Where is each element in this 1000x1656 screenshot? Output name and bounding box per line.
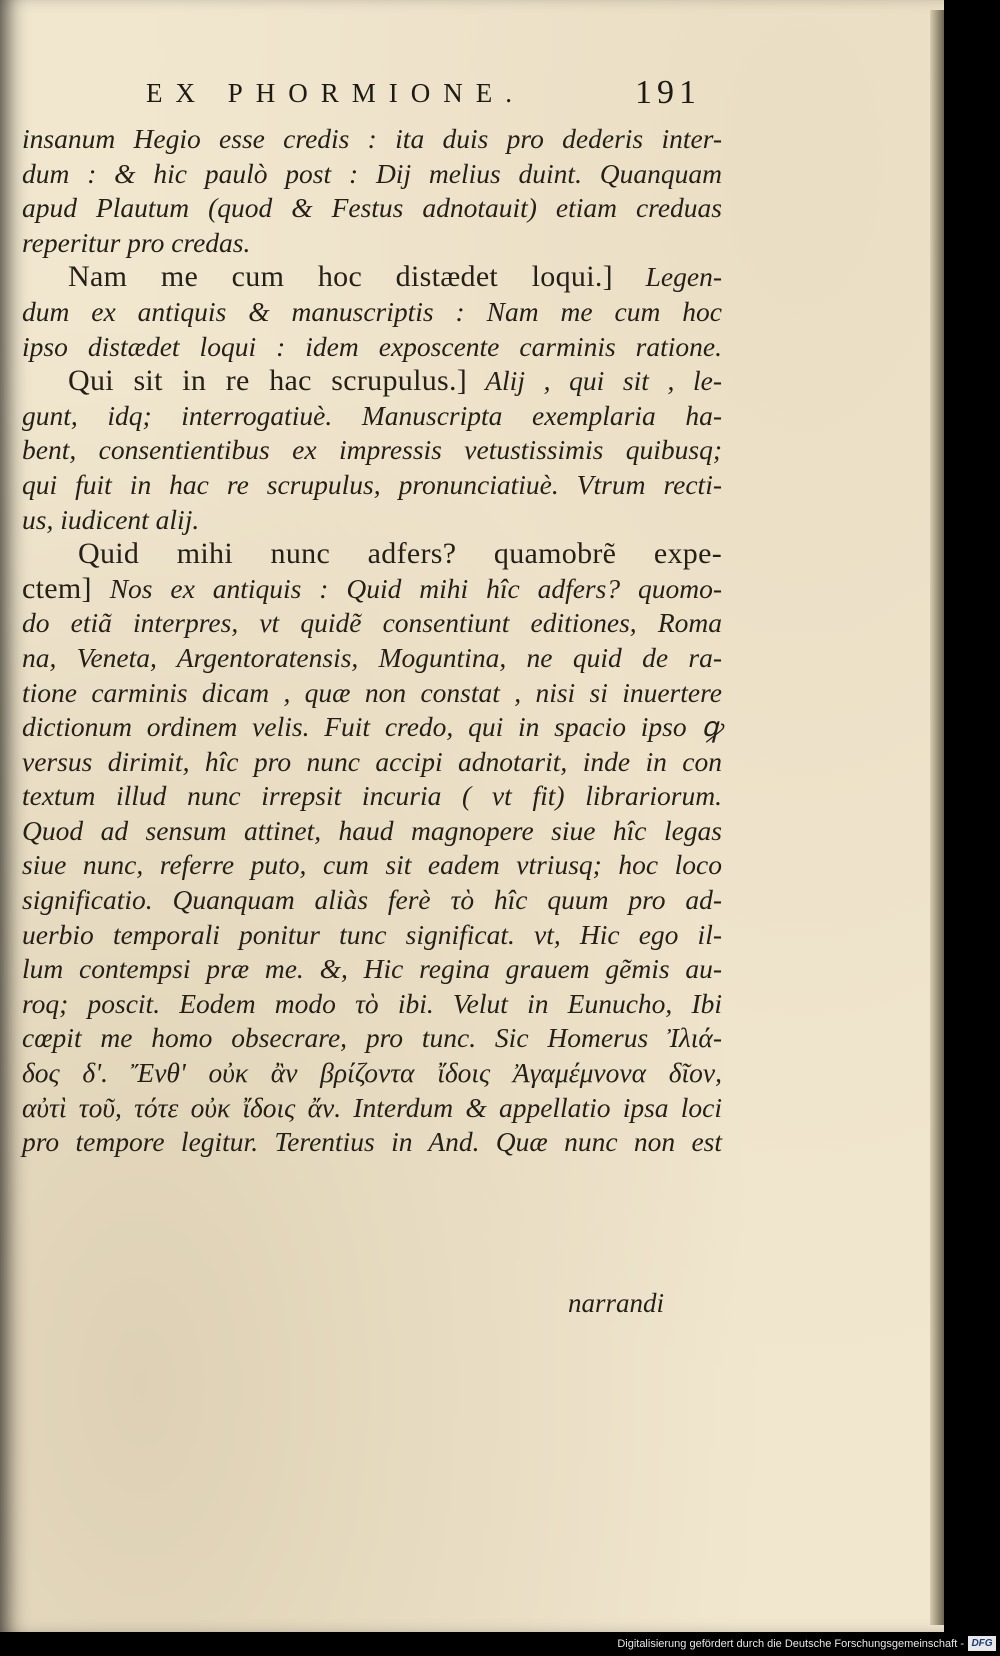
line-text: Alij , qui sit , le- xyxy=(485,365,722,397)
lemma: ctem] xyxy=(22,571,92,605)
running-head: EX PHORMIONE. xyxy=(146,78,526,108)
text-line xyxy=(22,260,722,295)
text-line: δος δ'. Ἔνθ' οὐκ ἂν βρίζοντα ἴδοις Ἀγαμέμνονα δῖον, xyxy=(22,1057,722,1089)
text-line: αὐτὶ τοῦ, τότε οὐκ ἴδοις ἄν. Interdum & appellatio ipsa loci xyxy=(22,1091,722,1123)
text-line: cœpit me homo obsecrare, pro tunc. Sic Homerus Ἰλιά- xyxy=(22,1022,722,1054)
text-line: roq; poscit. Eodem modo τὸ ibi. Velut in Eunucho, Ibi xyxy=(22,987,722,1019)
text-line: us, iudicent alij. xyxy=(22,503,200,535)
paragraph-4 xyxy=(22,537,722,1160)
line-text: Legen- xyxy=(645,261,722,293)
text-line: bent, consentientibus ex impressis vetustissimis quibusq; xyxy=(22,434,722,466)
text-line: Quod ad sensum attinet, haud magnopere siue hîc legas xyxy=(22,814,722,846)
page-header xyxy=(0,74,944,114)
text-line: qui fuit in hac re scrupulus, pronunciatiuè. Vtrum recti- xyxy=(22,468,722,500)
digitization-footer xyxy=(0,1634,1000,1656)
text-line: na, Veneta, Argentoratensis, Moguntina, ne quid de ra- xyxy=(22,641,722,673)
paragraph-2 xyxy=(22,260,722,364)
page-number: 191 xyxy=(635,74,701,111)
text-line: dum ex antiquis & manuscriptis : Nam me cum hoc xyxy=(22,295,722,327)
catchword: narrandi xyxy=(568,1288,665,1318)
text-line: textum illud nunc irrepsit incuria ( vt fit) librariorum. xyxy=(22,780,722,812)
text-line: uerbio temporali ponitur tunc significat. vt, Hic ego il- xyxy=(22,918,722,950)
text-line: dum : & hic paulò post : Dij melius duint. Quanquam xyxy=(22,157,722,189)
text-line: significatio. Quanquam aliàs ferè τὸ hîc quum pro ad- xyxy=(22,884,722,916)
text-line: ipso distædet loqui : idem exposcente carminis ratione. xyxy=(22,330,722,362)
text-line: siue nunc, referre puto, cum sit eadem vtriusq; hoc loco xyxy=(22,849,722,881)
lemma: Qui sit in re hac scrupulus.] xyxy=(68,364,468,398)
commentary-text xyxy=(22,122,722,1160)
page-edge xyxy=(930,10,944,1625)
text-line: insanum Hegio esse credis : ita duis pro dederis inter- xyxy=(22,123,722,154)
text-line: do etiã interpres, vt quidẽ consentiunt editiones, Roma xyxy=(22,607,722,639)
text-line xyxy=(22,364,722,399)
line-text: Nos ex antiquis : Quid mihi hîc adfers? quomo- xyxy=(109,572,723,604)
lemma: Quid mihi nunc adfers? quamobrẽ expe- xyxy=(78,537,722,571)
text-line: apud Plautum (quod & Festus adnotauit) etiam creduas xyxy=(22,192,722,224)
paragraph-3 xyxy=(22,364,722,537)
dfg-logo-icon: DFG xyxy=(968,1636,996,1651)
text-line: gunt, idq; interrogatiuè. Manuscripta exemplaria ha- xyxy=(22,399,722,431)
text-line: lum contempsi præ me. &, Hic regina grauem gẽmis au- xyxy=(22,953,722,985)
paragraph-1 xyxy=(22,122,722,260)
text-line: reperitur pro credas. xyxy=(22,226,251,258)
text-line: pro tempore legitur. Terentius in And. Quæ nunc non est xyxy=(22,1126,722,1158)
text-line: dictionum ordinem velis. Fuit credo, qui in spacio ipso ꝙ xyxy=(22,711,722,743)
funding-credit: Digitalisierung gefördert durch die Deutsche Forschungsgemeinschaft - xyxy=(617,1638,964,1650)
text-line xyxy=(22,572,722,607)
lemma: Nam me cum hoc distædet loqui.] xyxy=(68,260,613,294)
text-line xyxy=(22,537,722,572)
text-line: versus dirimit, hîc pro nunc accipi adnotarit, inde in con xyxy=(22,745,722,777)
text-line: tione carminis dicam , quæ non constat , nisi si inuertere xyxy=(22,676,722,708)
